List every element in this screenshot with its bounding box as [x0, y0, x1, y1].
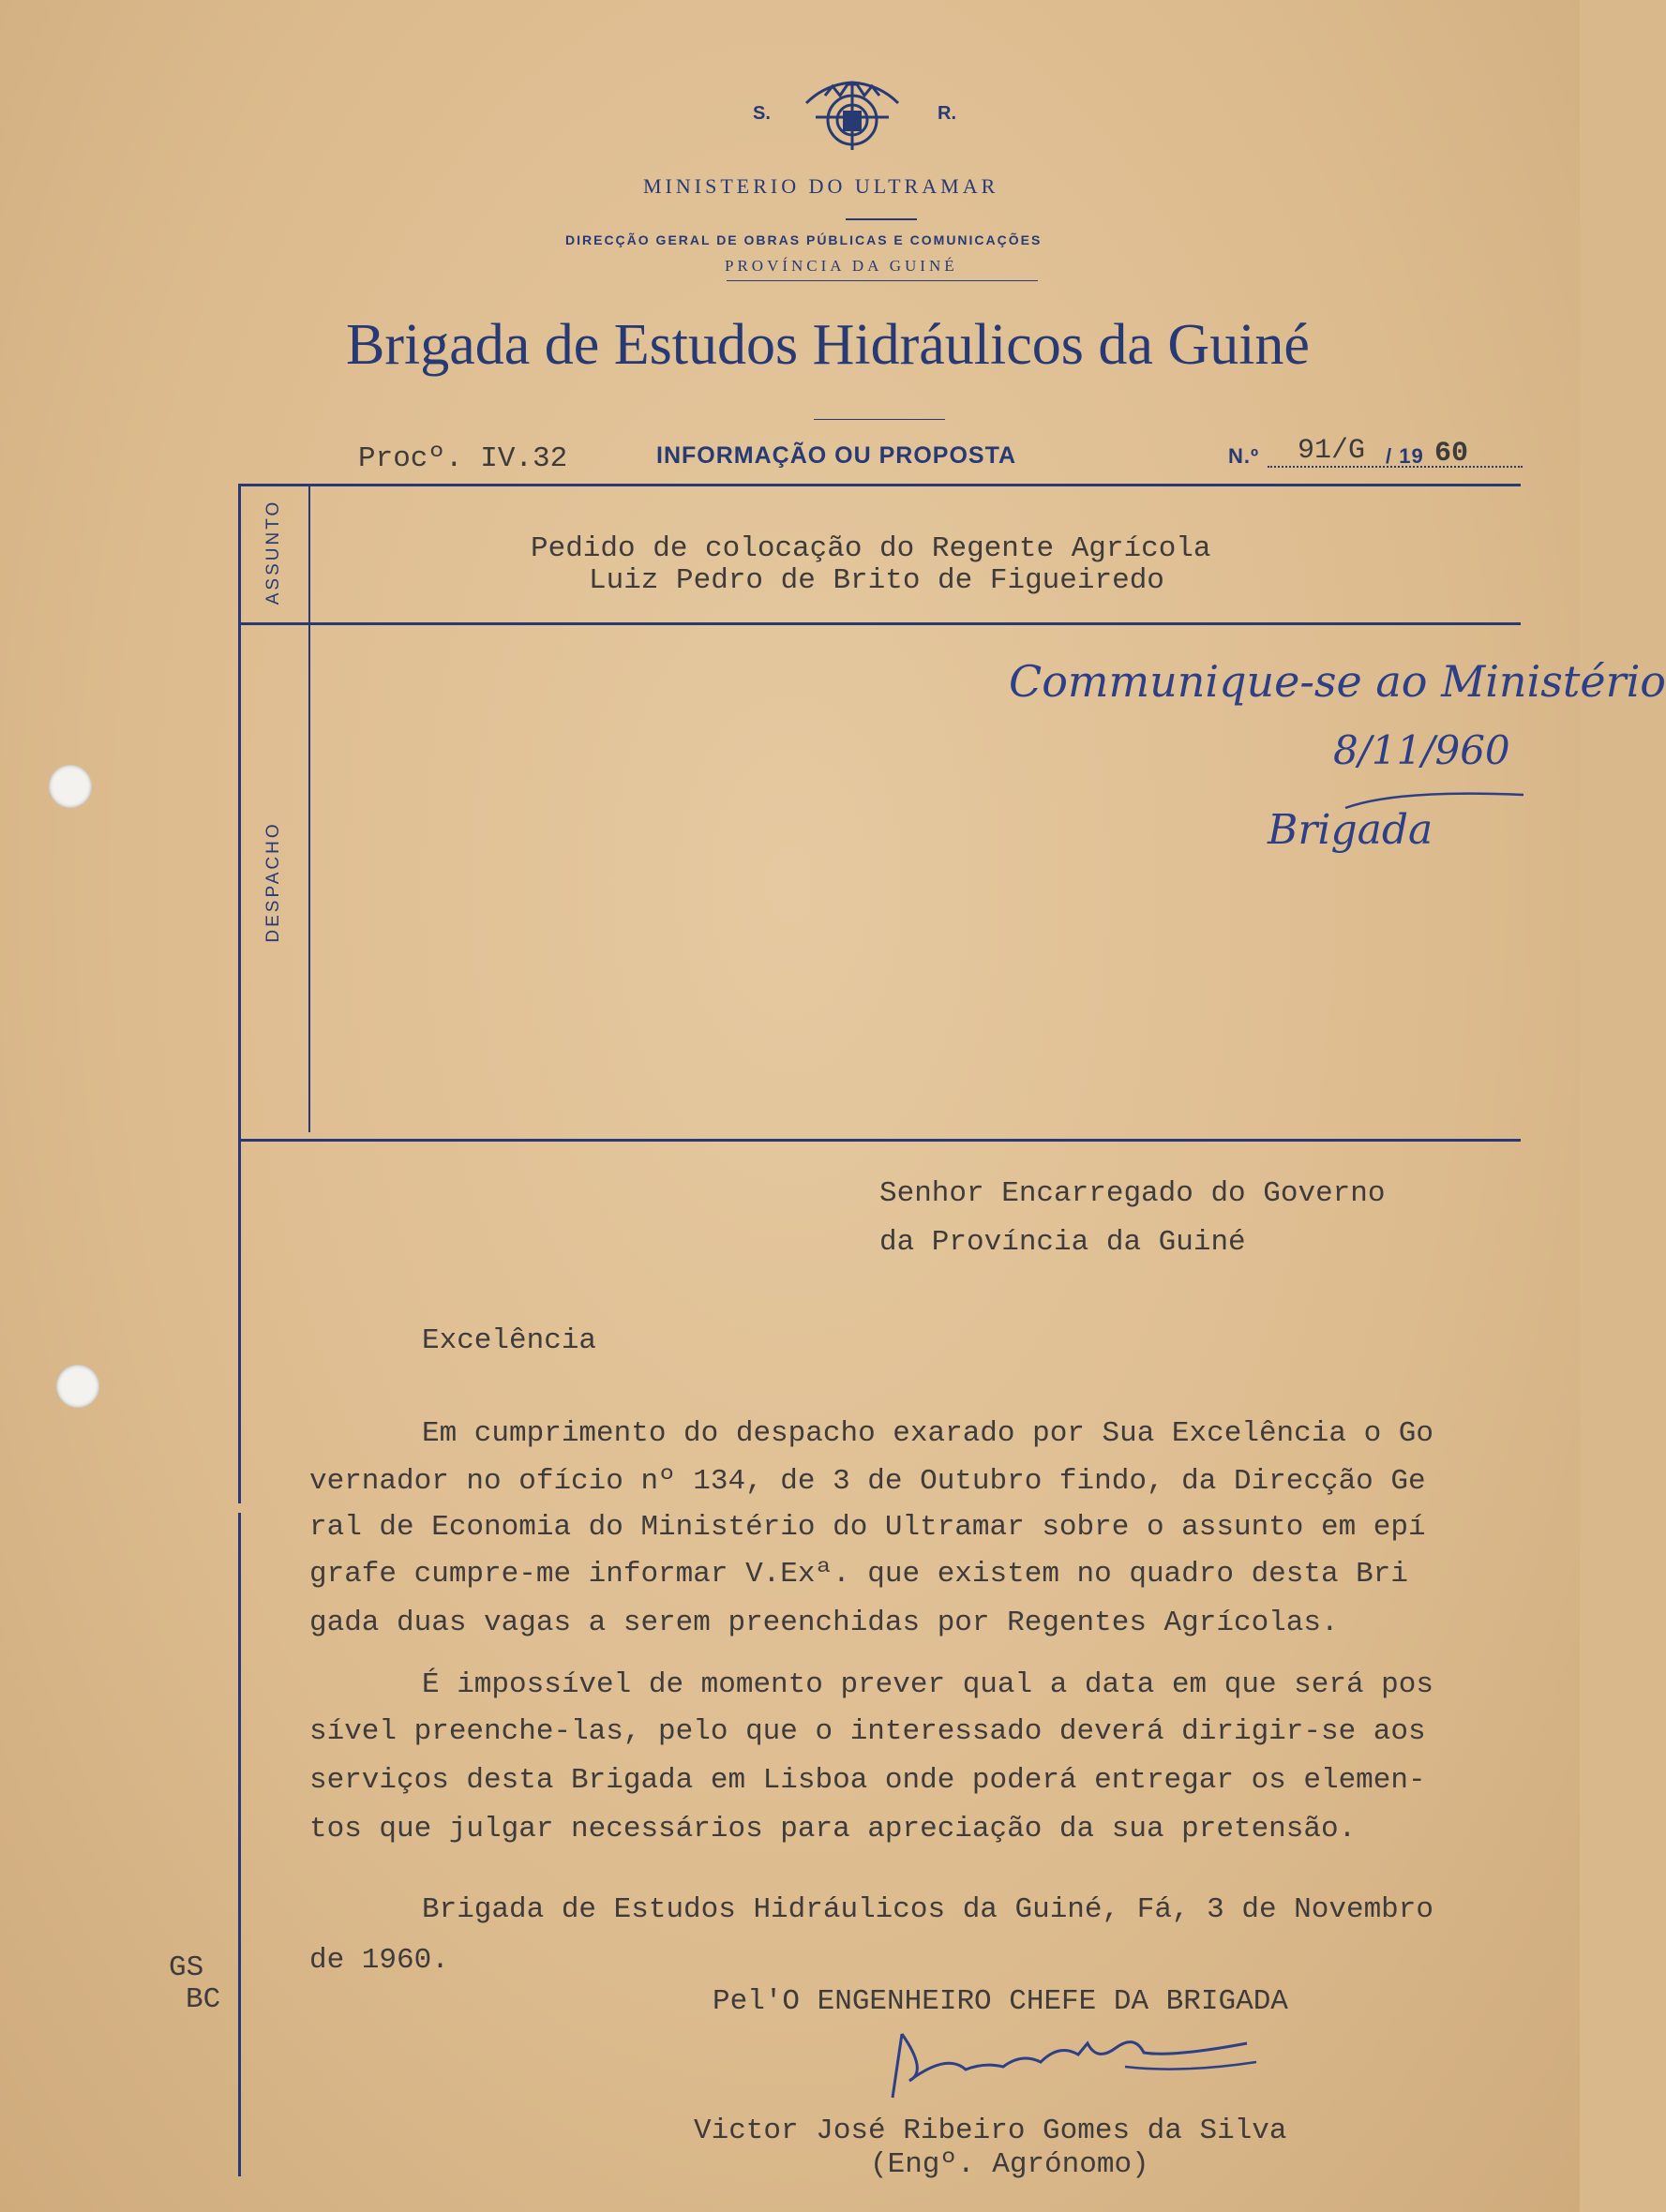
- form-left-line: [238, 484, 241, 1503]
- year-value: 60: [1434, 438, 1469, 470]
- header-r-letter: R.: [938, 103, 956, 124]
- despacho-handwritten-date: 8/11/960: [1333, 727, 1510, 773]
- paragraph-1-line-4: grafe cumpre-me informar V.Exª. que existem no quadro desta Bri: [309, 1558, 1408, 1591]
- paragraph-2-line-1: É impossível de momento prever qual a data em que será pos: [422, 1668, 1433, 1701]
- form-top-line: [238, 484, 1521, 486]
- closing-line-2: de 1960.: [309, 1944, 449, 1977]
- signer-role: (Engº. Agrónomo): [870, 2148, 1149, 2181]
- paragraph-1-line-5: gada duas vagas a serem preenchidas por Regentes Agrícolas.: [309, 1607, 1339, 1639]
- provincia-underline: [727, 280, 1038, 281]
- provincia-name: PROVÍNCIA DA GUINÉ: [725, 257, 958, 275]
- salutation: Excelência: [422, 1324, 597, 1357]
- punch-hole-top: [49, 765, 92, 808]
- addressee-line-1: Senhor Encarregado do Governo: [879, 1177, 1386, 1210]
- initials-1: GS: [169, 1951, 204, 1984]
- ministry-name: MINISTERIO DO ULTRAMAR: [643, 174, 999, 198]
- paragraph-1-line-1: Em cumprimento do despacho exarado por Sua Excelência o Go: [422, 1417, 1433, 1450]
- paragraph-2-line-3: serviços desta Brigada em Lisboa onde poderá entregar os elemen-: [309, 1764, 1426, 1797]
- assunto-bottom-line: [238, 622, 1521, 625]
- despacho-handwritten-signature: Brigada: [1268, 806, 1433, 854]
- brigade-title: Brigada de Estudos Hidráulicos da Guiné: [346, 313, 1310, 377]
- addressee-line-2: da Província da Guiné: [879, 1226, 1246, 1259]
- paragraph-2-line-2: sível preenche-las, pelo que o interessado deverá dirigir-se aos: [309, 1715, 1426, 1748]
- ministry-underline: [846, 218, 917, 220]
- initials-2: BC: [186, 1983, 221, 2016]
- number-dotted-line: [1268, 466, 1523, 468]
- assunto-line-1: Pedido de colocação do Regente Agrícola: [531, 532, 1211, 565]
- info-proposta-label: INFORMAÇÃO OU PROPOSTA: [656, 442, 1017, 469]
- despacho-handwritten-note: Communique-se ao Ministério: [1009, 656, 1666, 707]
- assunto-line-2: Luiz Pedro de Brito de Figueiredo: [589, 564, 1164, 597]
- signature-icon: [891, 2015, 1266, 2109]
- direccao-name: DIRECÇÃO GERAL DE OBRAS PÚBLICAS E COMUNICAÇÕES: [565, 232, 1043, 247]
- coat-of-arms-icon: [797, 75, 908, 159]
- punch-hole-bottom: [56, 1365, 99, 1408]
- assunto-label: ASSUNTO: [263, 499, 283, 605]
- paragraph-2-line-4: tos que julgar necessários para apreciação da sua pretensão.: [309, 1813, 1357, 1846]
- signer-title: Pel'O ENGENHEIRO CHEFE DA BRIGADA: [713, 1985, 1288, 2018]
- title-underline: [814, 419, 945, 420]
- paragraph-1-line-3: ral de Economia do Ministério do Ultramar sobre o assunto em epí: [309, 1511, 1426, 1544]
- closing-line-1: Brigada de Estudos Hidráulicos da Guiné, Fá, 3 de Novembro: [422, 1893, 1433, 1926]
- number-value: 91/G: [1298, 435, 1366, 467]
- despacho-bottom-line: [238, 1139, 1521, 1142]
- signer-name: Victor José Ribeiro Gomes da Silva: [694, 2115, 1287, 2147]
- paragraph-1-line-2: vernador no ofício nº 134, de 3 de Outubro findo, da Direcção Ge: [309, 1465, 1426, 1498]
- lower-left-line: [238, 1513, 241, 2176]
- year-prefix: / 19: [1386, 444, 1424, 468]
- process-number: Procº. IV.32: [358, 442, 568, 475]
- number-label: N.º: [1228, 444, 1260, 468]
- header-s-letter: S.: [753, 103, 771, 124]
- despacho-signature-flourish: [1341, 787, 1528, 815]
- despacho-label: DESPACHO: [263, 821, 283, 943]
- label-column-line: [308, 484, 310, 1132]
